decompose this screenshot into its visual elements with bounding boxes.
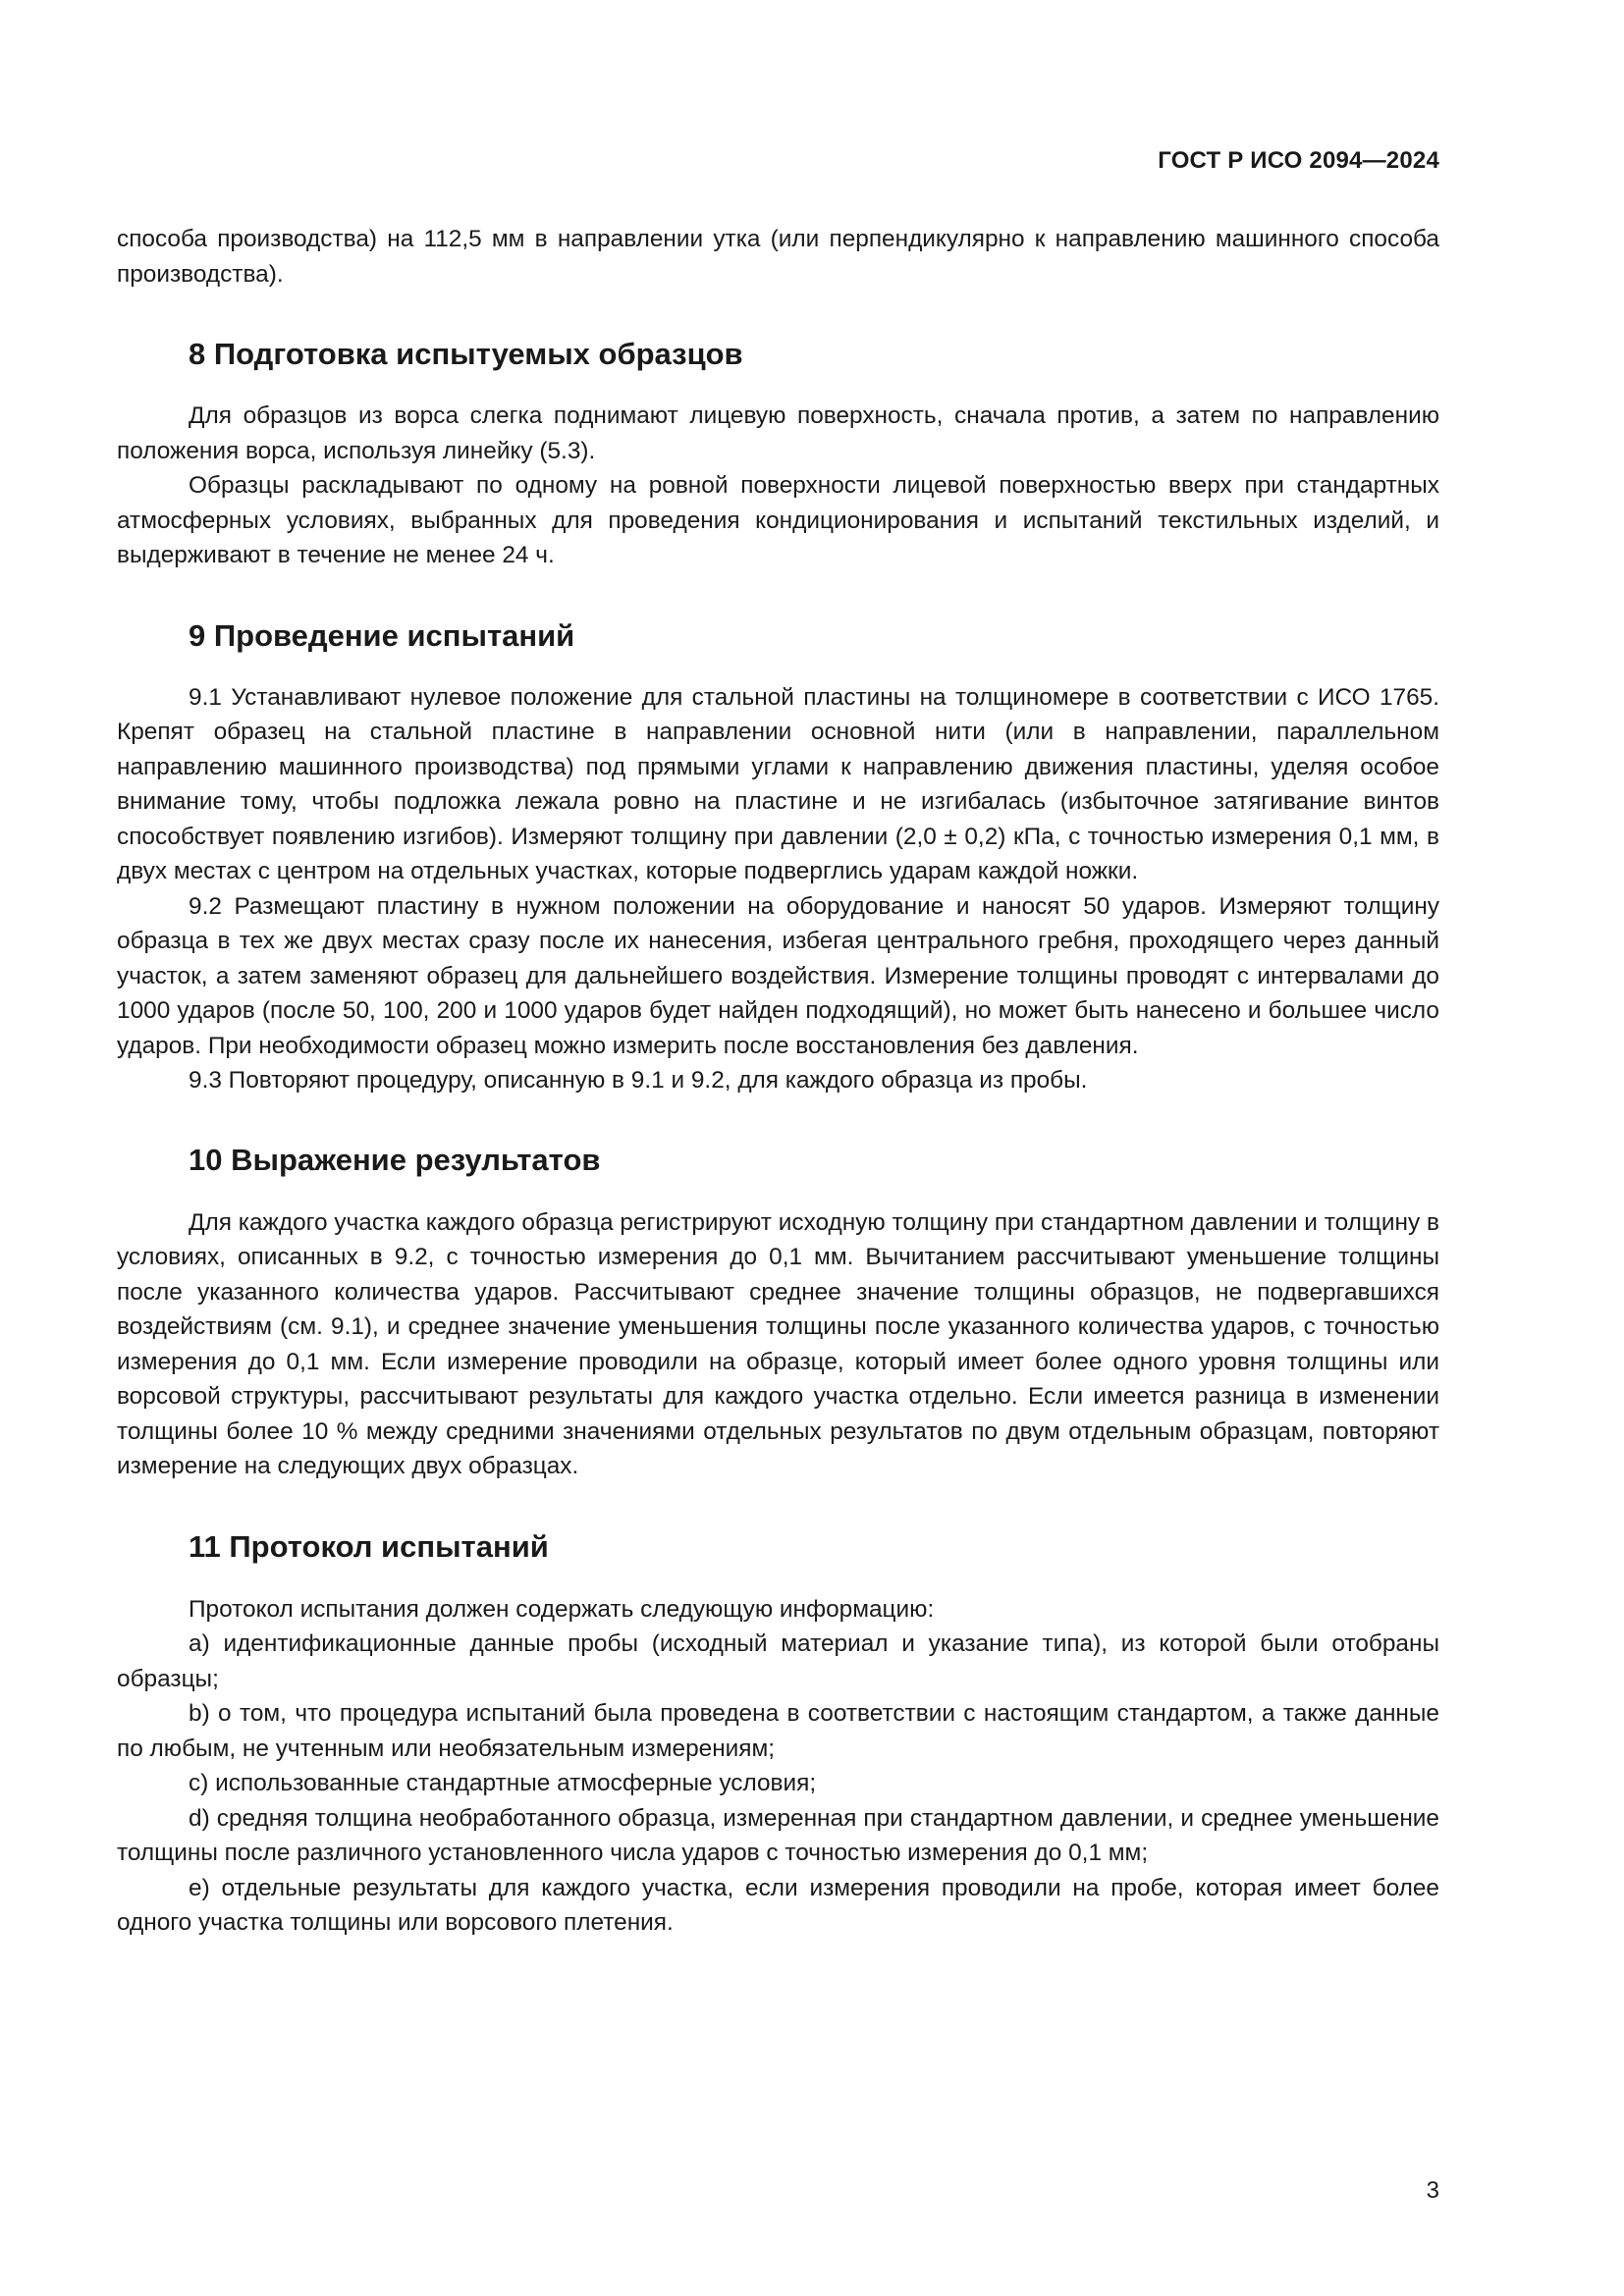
intro-continuation: способа производства) на 112,5 мм в направлении утка (или перпендикулярно к направлению машинного способа производства).	[117, 226, 1439, 288]
section-11-list-item-d: d) средняя толщина необработанного образца, измеренная при стандартном давлении, и среднее уменьшение толщины после различного установленного числа ударов с точностью измерения до 0,1 мм;	[117, 1804, 1439, 1866]
section-11-list-item-a: a) идентификационные данные пробы (исходный материал и указание типа), из которой были отобраны образцы;	[117, 1630, 1439, 1692]
standard-id-header: ГОСТ Р ИСО 2094—2024	[1158, 147, 1439, 174]
section-10-heading: 10 Выражение результатов	[189, 1142, 601, 1177]
section-8-heading: 8 Подготовка испытуемых образцов	[189, 337, 743, 371]
section-9-2-paragraph: 9.2 Размещают пластину в нужном положении на оборудование и наносят 50 ударов. Измеряют толщину образца в тех же двух местах сразу после их нанесения, избегая центрального гребня, проходящего через данный участок, а затем заменяют образец для дальнейшего воздействия. Измерение толщины проводят с интервалами до 1000 ударов (после 50, 100, 200 и 1000 ударов будет найден подходящий), но может быть нанесено и большее число ударов. При необходимости образец можно измерить после восстановления без давления.	[117, 892, 1439, 1059]
section-11-list-item-b: b) о том, что процедура испытаний была проведена в соответствии с настоящим стандартом, а также данные по любым, не учтенным или необязательным измерениям;	[117, 1700, 1439, 1762]
section-9-heading: 9 Проведение испытаний	[189, 617, 575, 653]
section-11-list-item-e: e) отдельные результаты для каждого участка, если измерения проводили на пробе, которая имеет более одного участка толщины или ворсового плетения.	[117, 1874, 1439, 1936]
document-body	[117, 222, 1439, 1941]
section-11-lead-paragraph: Протокол испытания должен содержать следующую информацию:	[189, 1595, 935, 1623]
section-9-1-paragraph: 9.1 Устанавливают нулевое положение для стальной пластины на толщиномере в соответствии с ИСО 1765. Крепят образец на стальной пластине в направлении основной нити (или в направлении, параллельном направлению машинного производства) под прямыми углами к направлению движения пластины, уделяя особое внимание тому, чтобы подложка лежала ровно на пластине и не изгибалась (избыточное затягивание винтов способствует появлению изгибов). Измеряют толщину при давлении (2,0 ± 0,2) кПа, с точностью измерения 0,1 мм, в двух местах с центром на отдельных участках, которые подверглись ударам каждой ножки.	[117, 683, 1439, 884]
section-11-list-item-c: c) использованные стандартные атмосферные условия;	[189, 1770, 817, 1796]
section-9-3-paragraph: 9.3 Повторяют процедуру, описанную в 9.1 и 9.2, для каждого образца из пробы.	[189, 1067, 1088, 1094]
section-11-heading: 11 Протокол испытаний	[189, 1528, 549, 1564]
section-10-paragraph: Для каждого участка каждого образца регистрируют исходную толщину при стандартном давлении и толщину в условиях, описанных в 9.2, с точностью измерения до 0,1 мм. Вычитанием рассчитывают уменьшение толщины после указанного количества ударов. Рассчитывают среднее значение толщины образцов, не подвергавшихся воздействиям (см. 9.1), и среднее значение уменьшения толщины после указанного количества ударов, с точностью измерения до 0,1 мм. Если измерение проводили на образце, который имеет более одного уровня толщины или ворсовой структуры, рассчитывают результаты для каждого участка отдельно. Если имеется разница в изменении толщины более 10 % между средними значениями отдельных результатов по двум отдельным образцам, повторяют измерение на следующих двух образцах.	[117, 1208, 1439, 1479]
page-number: 3	[1426, 2177, 1439, 2204]
section-8-paragraph: Для образцов из ворса слегка поднимают лицевую поверхность, сначала против, а затем по направлению положения ворса, используя линейку (5.3).	[117, 402, 1439, 464]
section-8-paragraph: Образцы раскладывают по одному на ровной поверхности лицевой поверхностью вверх при стандартных атмосферных условиях, выбранных для проведения кондиционирования и испытаний текстильных изделий, и выдерживают в течение не менее 24 ч.	[117, 472, 1439, 568]
